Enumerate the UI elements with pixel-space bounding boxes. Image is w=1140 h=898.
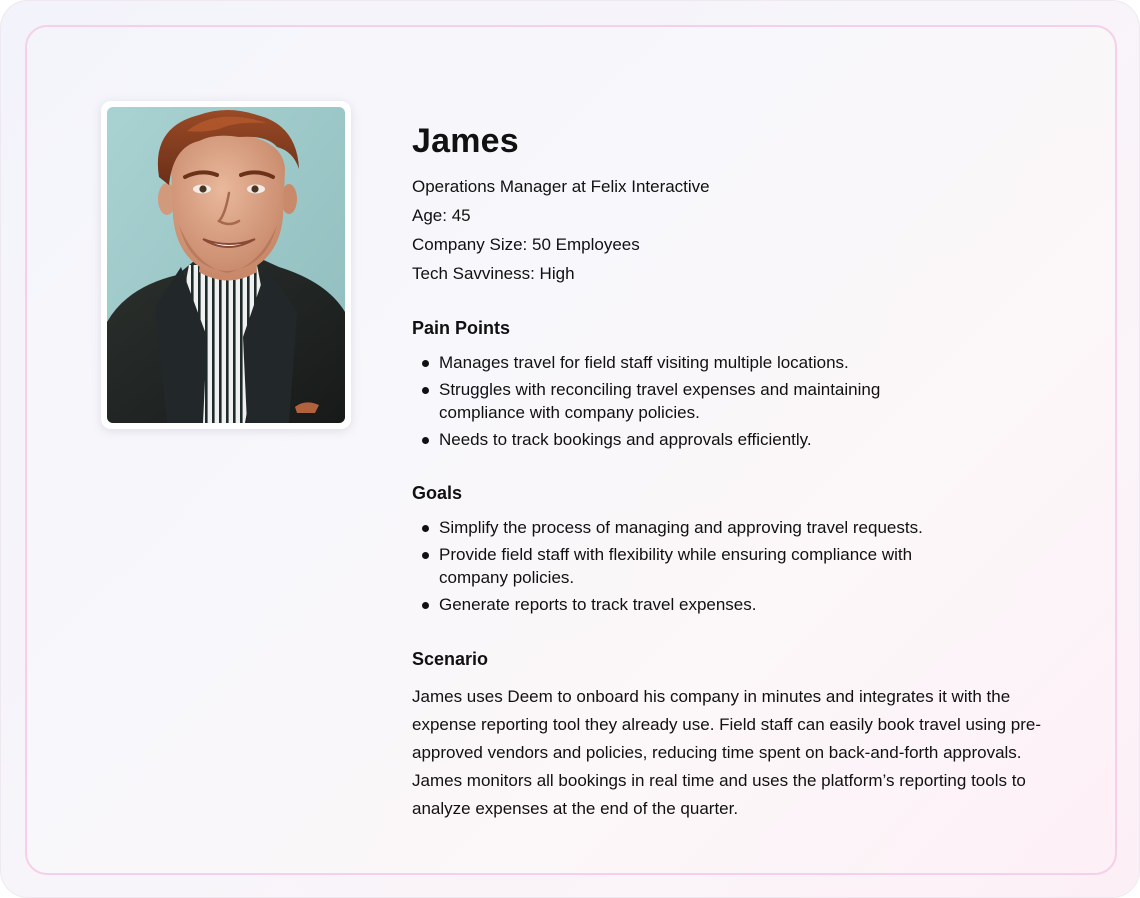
- persona-photo-frame: [101, 101, 351, 429]
- goals-heading: Goals: [412, 483, 463, 503]
- persona-name: James: [412, 122, 519, 160]
- pain-points-heading: Pain Points: [412, 318, 511, 338]
- persona-card: [25, 25, 1117, 875]
- list-item: Struggles with reconciling travel expenses and maintaining compliance with company policies.: [412, 378, 952, 424]
- persona-details: [412, 119, 1072, 840]
- persona-tech-savviness: Tech Savviness: High: [412, 264, 575, 283]
- scenario-heading: Scenario: [412, 649, 489, 669]
- persona-role: Operations Manager at Felix Interactive: [412, 177, 710, 196]
- persona-age: Age: 45: [412, 206, 471, 225]
- pain-points-list: [412, 351, 952, 451]
- scenario-text: James uses Deem to onboard his company in minutes and integrates it with the expense reporting tool they already use. Field staff can easily book travel using pre-approved vendors and policies, reducing time spent on back-and-forth approvals. James monitors all bookings in real time and uses the platform’s reporting tools to analyze expenses at the end of the quarter.: [412, 687, 1042, 818]
- persona-company-size: Company Size: 50 Employees: [412, 235, 640, 254]
- list-item: Provide field staff with flexibility while ensuring compliance with company policies.: [412, 543, 952, 589]
- persona-meta: [412, 172, 1072, 288]
- goals-list: [412, 516, 952, 616]
- list-item: Simplify the process of managing and approving travel requests.: [412, 516, 952, 539]
- list-item: Generate reports to track travel expenses.: [412, 593, 952, 616]
- list-item: Manages travel for field staff visiting multiple locations.: [412, 351, 952, 374]
- list-item: Needs to track bookings and approvals efficiently.: [412, 428, 952, 451]
- person-portrait-icon: [107, 107, 345, 423]
